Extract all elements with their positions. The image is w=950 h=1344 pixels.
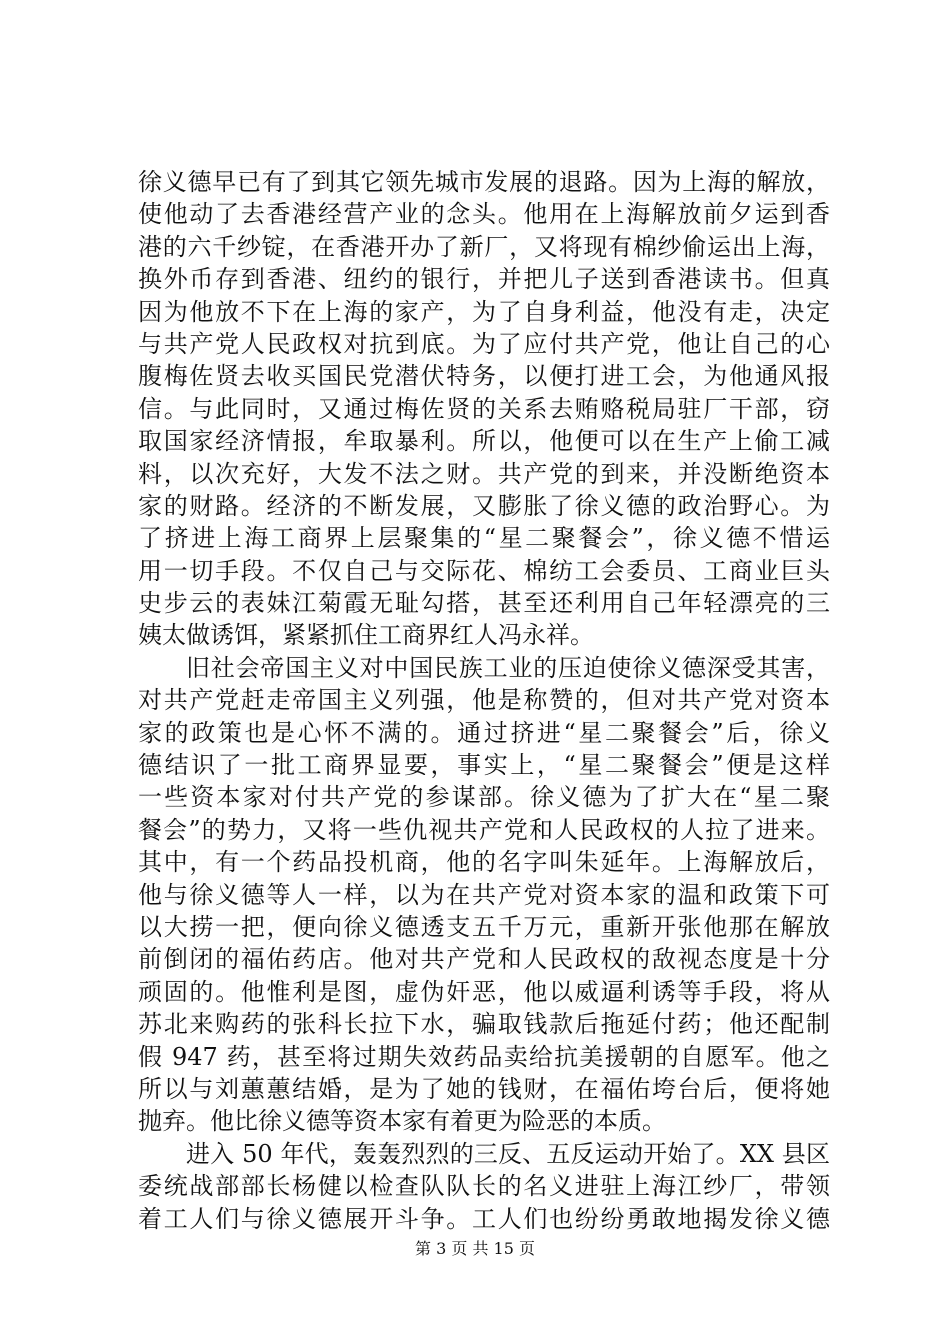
text-line: 徐义德早已有了到其它领先城市发展的退路。因为上海的解放， [138, 168, 830, 196]
text-line: 家的财路。经济的不断发展，又膨胀了徐义德的政治野心。为 [138, 491, 830, 520]
text-line: 对共产党赶走帝国主义列强，他是称赞的，但对共产党对资本 [138, 686, 830, 715]
text-line: 顽固的。他惟利是图，虚伪奸恶，他以威逼利诱等手段，将从 [138, 977, 830, 1006]
text-line: 前倒闭的福佑药店。他对共产党和人民政权的敌视态度是十分 [138, 945, 830, 974]
text-line: 港的六千纱锭，在香港开办了新厂，又将现有棉纱偷运出上海， [138, 232, 830, 261]
text-line: 与共产党人民政权对抗到底。为了应付共产党，他让自己的心 [138, 329, 830, 358]
text-line: 以大捞一把，便向徐义德透支五千万元，重新开张他那在解放 [138, 912, 830, 941]
text-line: 史步云的表妹江菊霞无耻勾搭，甚至还利用自己年轻漂亮的三 [138, 589, 830, 618]
text-line: 姨太做诱饵，紧紧抓住工商界红人冯永祥。 [138, 621, 594, 650]
text-line: 料，以次充好，大发不法之财。共产党的到来，并没断绝资本 [138, 459, 830, 488]
text-line: 了挤进上海工商界上层聚集的“星二聚餐会”，徐义德不惜运 [138, 524, 830, 553]
text-line: 餐会”的势力，又将一些仇视共产党和人民政权的人拉了进来。 [138, 815, 830, 844]
text-line: 取国家经济情报，牟取暴利。所以，他便可以在生产上偷工减 [138, 427, 830, 456]
text-line: 因为他放不下在上海的家产，为了自身利益，他没有走，决定 [138, 297, 830, 326]
text-line: 着工人们与徐义德展开斗争。工人们也纷纷勇敢地揭发徐义德 [138, 1204, 830, 1233]
text-line: 假 947 药，甚至将过期失效药品卖给抗美援朝的自愿军。他之 [138, 1042, 830, 1071]
text-line: 委统战部部长杨健以检查队队长的名义进驻上海江纱厂，带领 [138, 1172, 830, 1201]
text-line: 苏北来购药的张科长拉下水，骗取钱款后拖延付药；他还配制 [138, 1010, 830, 1039]
text-line: 进入 50 年代，轰轰烈烈的三反、五反运动开始了。XX 县区 [186, 1139, 830, 1168]
body-text [138, 166, 830, 1235]
text-line: 家的政策也是心怀不满的。通过挤进“星二聚餐会”后，徐义 [138, 718, 830, 747]
text-line: 德结识了一批工商界显要，事实上，“星二聚餐会”便是这样 [138, 751, 830, 780]
text-line: 他与徐义德等人一样，以为在共产党对资本家的温和政策下可 [138, 880, 830, 909]
text-line: 使他动了去香港经营产业的念头。他用在上海解放前夕运到香 [138, 200, 830, 229]
text-line: 用一切手段。不仅自己与交际花、棉纺工会委员、工商业巨头 [138, 556, 830, 585]
page-footer: 第 3 页 共 15 页 [415, 1239, 535, 1258]
text-line: 一些资本家对付共产党的参谋部。徐义德为了扩大在“星二聚 [138, 783, 830, 812]
text-line: 所以与刘蕙蕙结婚，是为了她的钱财，在福佑垮台后，便将她 [138, 1074, 830, 1103]
text-line: 腹梅佐贤去收买国民党潜伏特务，以便打进工会，为他通风报 [138, 362, 830, 391]
text-line: 抛弃。他比徐义德等资本家有着更为险恶的本质。 [138, 1107, 666, 1136]
text-line: 换外币存到香港、纽约的银行，并把儿子送到香港读书。但真 [138, 265, 830, 294]
text-line: 其中，有一个药品投机商，他的名字叫朱延年。上海解放后， [138, 848, 830, 877]
text-line: 信。与此同时，又通过梅佐贤的关系去贿赂税局驻厂干部，窃 [138, 394, 830, 423]
text-line: 旧社会帝国主义对中国民族工业的压迫使徐义德深受其害， [186, 653, 830, 682]
